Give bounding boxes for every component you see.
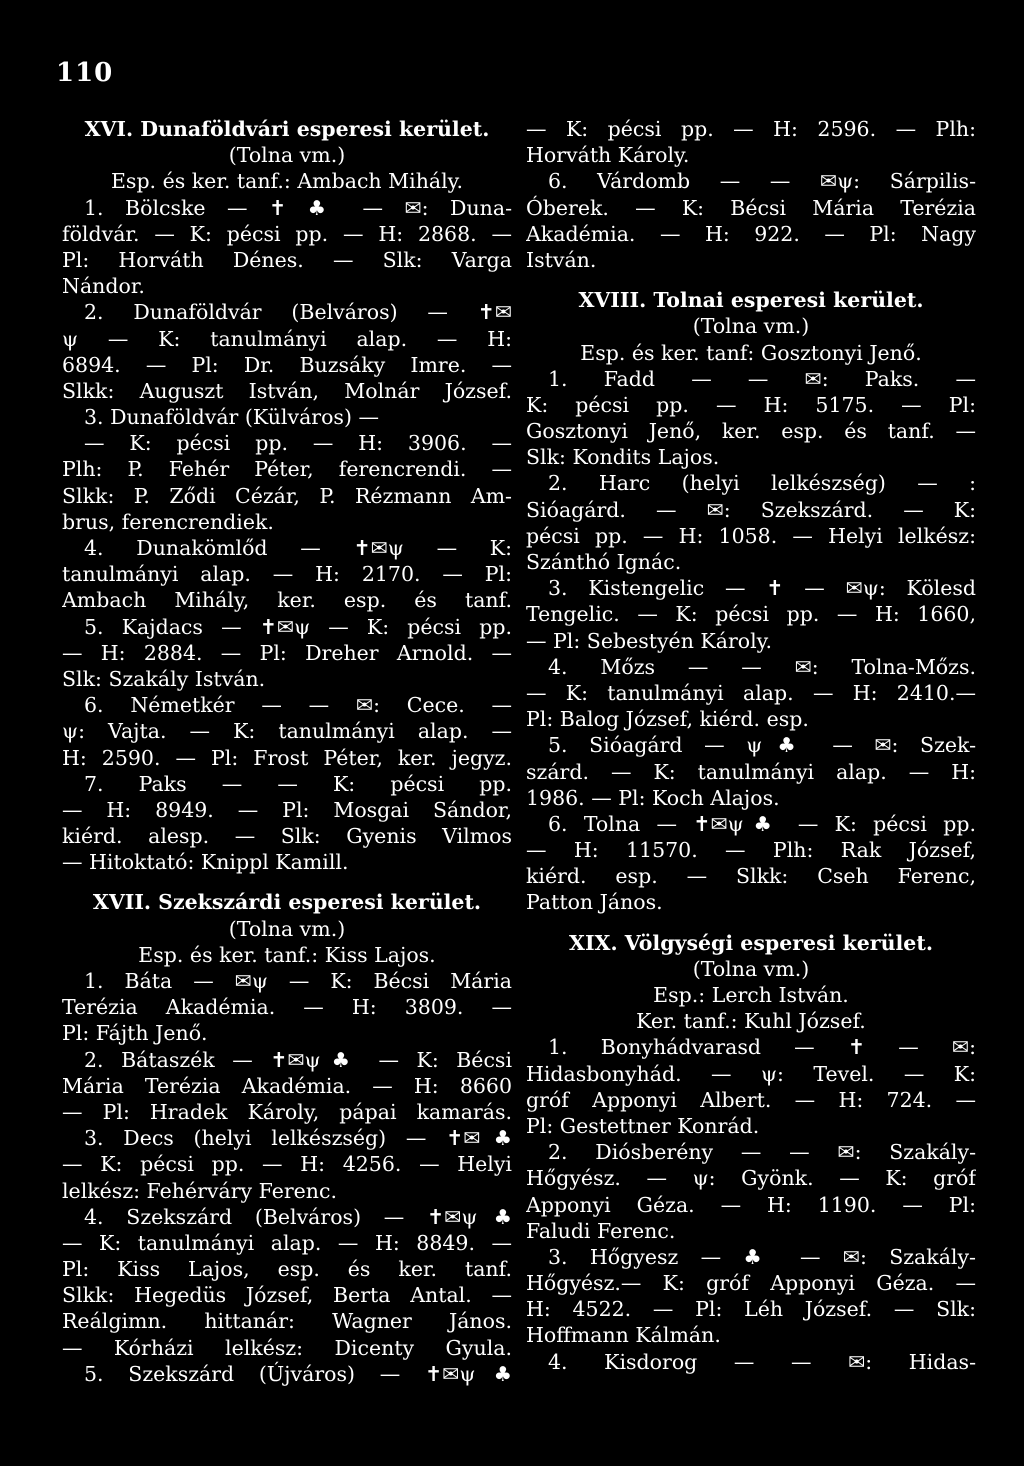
text-line: Tengelic. — K: pécsi pp. — H: 1660,: [526, 602, 976, 627]
text-line: 7. Paks — — K: pécsi pp.: [84, 771, 512, 796]
text-line: 5. Kajdacs — ✝✉ψ — K: pécsi pp.: [84, 614, 512, 639]
text-line: 1. Fadd — — ✉: Paks. —: [548, 366, 976, 391]
text-line: Szánthó Ignác.: [526, 550, 682, 574]
text-line: 2. Dunaföldvár (Belváros) — ✝✉: [84, 300, 512, 325]
text-line: Óberek. — K: Bécsi Mária Terézia: [526, 195, 976, 220]
text-line: tanulmányi alap. — H: 2170. — Pl:: [62, 562, 512, 587]
text-line: 1. Bölcske — ✝ ♣ — ✉: Duna-: [84, 195, 512, 220]
section-heading: XVIII. Tolnai esperesi kerület.: [578, 288, 924, 313]
text-line: 4. Kisdorog — — ✉: Hidas-: [548, 1349, 976, 1374]
text-line: 3. Decs (helyi lelkészség) — ✝✉♣: [84, 1126, 512, 1151]
text-line: 1986. — Pl: Koch Alajos.: [526, 785, 780, 810]
text-line: Reálgimn. hittanár: Wagner János.: [62, 1309, 512, 1334]
text-line: István.: [526, 247, 597, 272]
text-line: Esp. és ker. tanf.: Kiss Lajos.: [138, 942, 436, 967]
text-line: — K: tanulmányi alap. — H: 8849. —: [62, 1230, 512, 1255]
text-line: — H: 2884. — Pl: Dreher Arnold. —: [62, 640, 512, 665]
text-line: kiérd. alesp. — Slk: Gyenis Vilmos: [62, 824, 512, 849]
text-line: Pl: Kiss Lajos, esp. és ker. tanf.: [62, 1257, 512, 1282]
text-line: 4. Mőzs — — ✉: Tolna-Mőzs.: [548, 654, 976, 679]
text-line: Esp. és ker. tanf: Gosztonyi Jenő.: [580, 340, 922, 365]
text-line: Nándor.: [62, 274, 145, 299]
text-line: Pl: Fájth Jenő.: [62, 1021, 208, 1046]
text-line: 6. Németkér — — ✉: Cece. —: [84, 693, 512, 718]
section-heading: XVII. Szekszárdi esperesi kerület.: [92, 890, 482, 915]
page-number: 110: [56, 58, 114, 88]
text-line: Hidasbonyhád. — ψ: Tevel. — K:: [526, 1061, 976, 1086]
text-line: 1. Báta — ✉ψ — K: Bécsi Mária: [84, 969, 512, 993]
text-line: Hoffmann Kálmán.: [526, 1323, 721, 1348]
text-line: 4. Dunakömlőd — ✝✉ψ — K:: [84, 536, 512, 560]
section-heading: XIX. Völgységi esperesi kerület.: [569, 930, 933, 955]
text-line: 5. Sióagárd — ψ♣ — ✉: Szek-: [548, 733, 976, 758]
text-line: (Tolna vm.): [692, 956, 810, 981]
text-line: [526, 916, 976, 930]
text-line: [526, 273, 976, 287]
text-line: Ambach Mihály, ker. esp. és tanf.: [62, 588, 512, 613]
text-line: 3. Dunaföldvár (Külváros) —: [84, 405, 379, 430]
text-line: Horváth Károly.: [526, 143, 690, 168]
text-line: brus, ferencrendiek.: [62, 509, 274, 534]
text-line: ψ: Vajta. — K: tanulmányi alap. —: [62, 719, 512, 744]
text-line: — H: 8949. — Pl: Mosgai Sándor,: [62, 797, 512, 822]
text-line: Faludi Ferenc.: [526, 1218, 676, 1243]
right-column: [526, 116, 976, 1375]
text-line: — Pl: Hradek Károly, pápai kamarás.: [62, 1099, 512, 1124]
text-line: Gosztonyi Jenő, ker. esp. és tanf. —: [526, 419, 976, 444]
text-line: Pl: Horváth Dénes. — Slk: Varga: [62, 247, 512, 272]
text-line: 2. Diósberény — — ✉: Szakály-: [548, 1140, 976, 1165]
text-line: Slk: Szakály István.: [62, 666, 266, 691]
text-line: 5. Szekszárd (Újváros) — ✝✉ψ♣: [84, 1361, 512, 1386]
text-line: — Pl: Sebestyén Károly.: [526, 628, 773, 653]
text-line: 6. Várdomb — — ✉ψ: Sárpilis-: [548, 169, 976, 194]
text-line: Plh: P. Fehér Péter, ferencrendi. —: [62, 457, 512, 482]
text-line: — Kórházi lelkész: Dicenty Gyula.: [62, 1335, 512, 1360]
text-line: H: 4522. — Pl: Léh József. — Slk:: [526, 1297, 976, 1322]
text-line: Apponyi Géza. — H: 1190. — Pl:: [526, 1192, 976, 1217]
text-line: Esp.: Lerch István.: [653, 983, 849, 1007]
text-line: ψ — K: tanulmányi alap. — H:: [62, 326, 512, 351]
text-line: (Tolna vm.): [692, 314, 810, 339]
text-line: 2. Harc (helyi lelkészség) — :: [548, 471, 976, 496]
text-line: Ker. tanf.: Kuhl József.: [636, 1009, 866, 1034]
text-line: pécsi pp. — H: 1058. — Helyi lelkész:: [526, 523, 976, 548]
section-heading: XVI. Dunaföldvári esperesi kerület.: [84, 117, 490, 141]
text-line: Slkk: Hegedüs József, Berta Antal. —: [62, 1283, 512, 1308]
text-line: Slkk: P. Ződi Cézár, P. Rézmann Am-: [62, 483, 512, 508]
text-line: Slk: Kondits Lajos.: [526, 445, 720, 470]
text-line: 2. Bátaszék — ✝✉ψ♣ — K: Bécsi: [84, 1047, 512, 1072]
text-line: 4. Szekszárd (Belváros) — ✝✉ψ♣: [84, 1204, 512, 1229]
text-line: Pl: Balog József, kiérd. esp.: [526, 707, 809, 732]
text-line: 3. Hőgyesz — ♣ — ✉: Szakály-: [548, 1244, 976, 1269]
text-line: Sióagárd. — ✉: Szekszárd. — K:: [526, 497, 976, 522]
text-line: [62, 875, 512, 889]
text-line: Mária Terézia Akadémia. — H: 8660: [62, 1073, 512, 1098]
text-line: 1. Bonyhádvarasd — ✝ — ✉:: [548, 1035, 976, 1060]
text-line: lelkész: Fehérváry Ferenc.: [62, 1178, 337, 1203]
text-line: — K: tanulmányi alap. — H: 2410.—: [526, 680, 976, 705]
text-line: 3. Kistengelic — ✝ — ✉ψ: Kölesd: [548, 576, 976, 601]
text-line: — H: 11570. — Plh: Rak József,: [526, 838, 976, 863]
text-line: 6. Tolna — ✝✉ψ♣ — K: pécsi pp.: [548, 811, 976, 836]
text-line: K: pécsi pp. — H: 5175. — Pl:: [526, 392, 976, 417]
text-line: kiérd. esp. — Slkk: Cseh Ferenc,: [526, 864, 976, 889]
text-line: Hőgyész.— K: gróf Apponyi Géza. —: [526, 1271, 976, 1296]
text-line: Slkk: Auguszt István, Molnár József.: [62, 378, 512, 403]
text-line: Patton János.: [526, 890, 663, 915]
text-line: Hőgyész. — ψ: Gyönk. — K: gróf: [526, 1166, 976, 1191]
text-line: Esp. és ker. tanf.: Ambach Mihály.: [110, 169, 464, 194]
text-line: földvár. — K: pécsi pp. — H: 2868. —: [62, 221, 512, 246]
text-line: Akadémia. — H: 922. — Pl: Nagy: [526, 221, 976, 246]
text-line: szárd. — K: tanulmányi alap. — H:: [526, 759, 976, 784]
text-line: H: 2590. — Pl: Frost Péter, ker. jegyz.: [62, 745, 512, 770]
text-line: — K: pécsi pp. — H: 2596. — Plh:: [526, 117, 976, 141]
text-line: — Hitoktató: Knippl Kamill.: [62, 850, 349, 875]
text-line: gróf Apponyi Albert. — H: 724. —: [526, 1087, 976, 1112]
text-line: — K: pécsi pp. — H: 3906. —: [84, 431, 512, 456]
text-line: (Tolna vm.): [228, 143, 346, 168]
text-line: 6894. — Pl: Dr. Buzsáky Imre. —: [62, 352, 512, 377]
left-column: [62, 116, 512, 1387]
text-line: (Tolna vm.): [228, 916, 346, 941]
text-line: Pl: Gestettner Konrád.: [526, 1113, 760, 1138]
text-line: Terézia Akadémia. — H: 3809. —: [62, 995, 512, 1020]
text-line: — K: pécsi pp. — H: 4256. — Helyi: [62, 1152, 512, 1177]
